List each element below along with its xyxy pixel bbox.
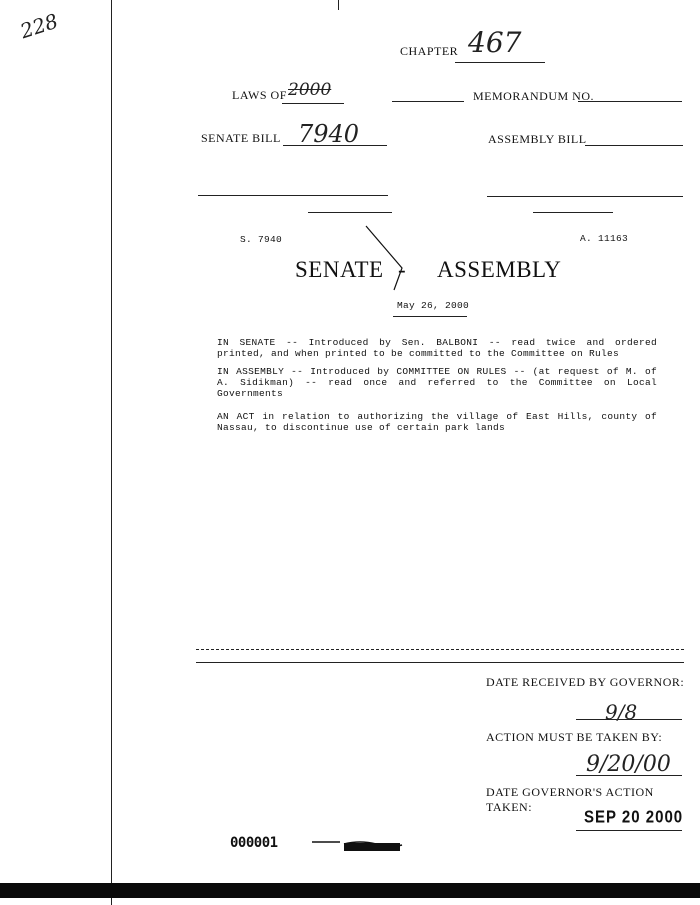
sig-sub-right [533,212,613,213]
title-assembly: ASSEMBLY [437,257,562,282]
chapter-number: 467 [468,26,522,59]
assembly-intro-text: IN ASSEMBLY -- Introduced by COMMITTEE ON RULES -- (at request of M. of A. Sidikman) -- read once and referred to the Committee on Local Governments [217,366,657,399]
senate-intro-text: IN SENATE -- Introduced by Sen. BALBONI -- read twice and ordered printed, and when printed to be committed to the Committee on Rules [217,337,657,359]
bottom-black-bar [0,883,700,898]
action-taken-label: DATE GOVERNOR'S ACTION TAKEN: [486,785,654,814]
laws-of-label: LAWS OF [232,88,287,102]
laws-line-1 [282,103,344,104]
margin-note: 228 [17,8,61,44]
senate-bill-no: S. 7940 [240,234,283,245]
chapter-label: CHAPTER [400,44,459,58]
sig-sub-left [308,212,392,213]
redaction-scribble [310,838,405,854]
date-underline [393,316,467,317]
senate-bill-line [283,145,387,146]
date-received-label: DATE RECEIVED BY GOVERNOR: [486,675,685,689]
introduction-date: May 26, 2000 [397,300,470,311]
chapter-line [455,62,545,63]
assembly-bill-no: A. 11163 [580,233,629,244]
memorandum-label: MEMORANDUM NO. [473,89,595,103]
assembly-bill-line [585,145,683,146]
sig-line-right [487,196,683,197]
margin-rule [111,0,112,905]
date-received-line [576,719,682,720]
title-senate: SENATE [295,257,384,282]
action-taken-line [576,830,682,831]
laws-of-year: 2000 [288,80,332,100]
action-taken-stamp: SEP 20 2000 [584,807,684,828]
action-must-line [576,775,682,776]
governor-rule-1 [196,649,684,650]
memorandum-line [578,101,682,102]
senate-bill-label: SENATE BILL [201,131,281,145]
laws-line-2 [392,101,464,102]
page-code: 000001 [230,835,278,851]
action-must-label: ACTION MUST BE TAKEN BY: [486,730,663,744]
act-text: AN ACT in relation to authorizing the village of East Hills, county of Nassau, to discontinue use of certain park lands [217,411,657,433]
top-tick [338,0,339,10]
governor-rule-2 [196,662,684,663]
sig-line-left [198,195,388,196]
title-dash: - [398,257,406,282]
action-must-value: 9/20/00 [586,752,671,777]
assembly-bill-label: ASSEMBLY BILL [488,132,587,146]
date-received-value: 9/8 [605,700,638,724]
senate-bill-number: 7940 [298,120,360,148]
